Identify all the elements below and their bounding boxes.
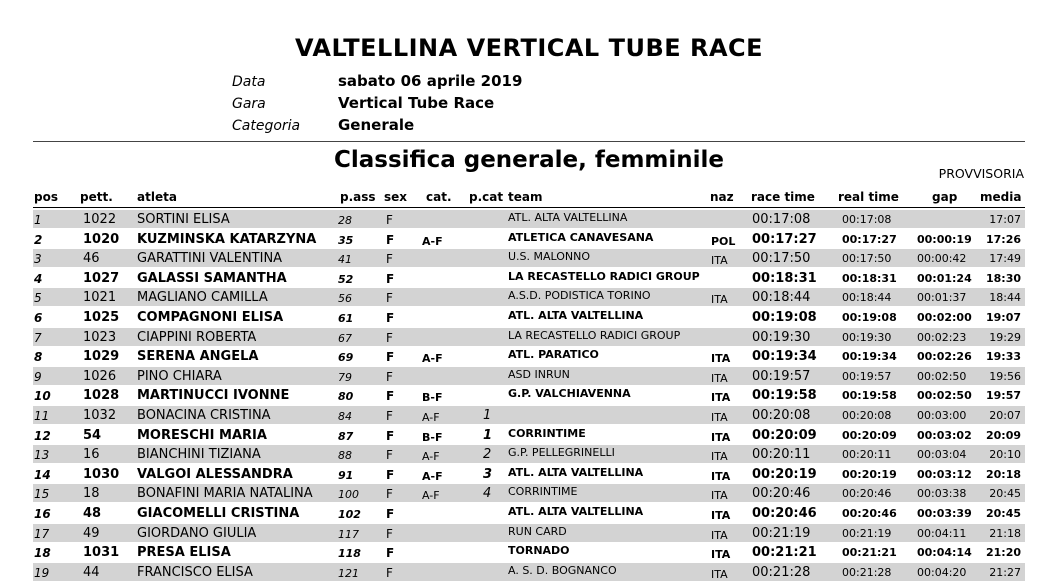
result-bib: 54 [83,427,102,443]
col-header-pcat: p.cat [469,190,504,204]
result-team: A. S. D. BOGNANCO [508,563,617,577]
result-athlete: BONACINA CRISTINA [137,407,271,423]
result-bib: 1023 [83,329,117,345]
result-team: A.S.D. PODISTICA TORINO [508,289,651,303]
result-sex: F [386,467,395,482]
result-real-time: 00:19:58 [842,389,897,403]
result-bib: 48 [83,505,102,521]
result-pos: 13 [34,448,50,463]
result-bib: 1020 [83,231,120,247]
result-real-time: 00:20:46 [842,506,897,520]
result-athlete: GIORDANO GIULIA [137,525,257,541]
col-header-athlete: atleta [137,190,177,204]
result-athlete: KUZMINSKA KATARZYNA [137,231,317,247]
table-row [0,385,1058,405]
result-athlete: CIAPPINI ROBERTA [137,329,257,345]
result-pos: 5 [34,291,42,306]
result-real-time: 00:18:31 [842,271,897,285]
result-bib: 1027 [83,270,120,286]
result-media: 21:18 [989,526,1021,540]
result-real-time: 00:20:19 [842,467,897,481]
result-race-time: 00:21:19 [752,525,811,541]
result-gap: 00:02:50 [917,369,967,383]
result-pass: 35 [338,233,354,247]
result-team: G.P. VALCHIAVENNA [508,387,631,401]
result-team: ATL. ALTA VALTELLINA [508,308,644,322]
result-real-time: 00:19:08 [842,310,897,324]
result-pcat: 3 [483,466,493,482]
result-gap: 00:03:02 [917,428,972,442]
result-sex: F [386,448,393,463]
result-bib: 46 [83,251,100,267]
result-cat: A-F [422,489,440,503]
result-real-time: 00:19:30 [842,330,892,344]
table-row [0,229,1058,249]
result-pass: 67 [338,331,352,345]
result-media: 20:18 [985,467,1021,481]
result-bib: 1031 [83,545,120,561]
result-bib: 18 [83,486,100,502]
col-header-sex: sex [384,190,408,204]
result-pcat: 1 [483,407,492,423]
result-gap: 00:04:14 [917,546,972,560]
table-row [0,464,1058,484]
result-pcat: 1 [483,427,493,443]
result-naz: ITA [711,450,728,464]
result-real-time: 00:20:11 [842,448,892,462]
result-race-time: 00:18:31 [752,270,817,286]
result-sex: F [386,487,393,502]
result-sex: F [386,232,395,247]
result-gap: 00:00:42 [917,252,967,266]
table-row [0,425,1058,445]
result-pass: 79 [338,370,352,384]
result-media: 20:09 [985,428,1021,442]
table-row [0,287,1058,307]
result-media: 17:07 [989,213,1021,226]
result-sex: F [386,350,395,365]
result-media: 19:07 [985,310,1021,324]
result-pass: 91 [338,468,354,482]
result-race-time: 00:19:30 [752,329,811,345]
meta-label-gara: Gara [232,96,266,112]
meta-value-data: sabato 06 aprile 2019 [338,72,523,90]
table-row [0,405,1058,425]
table-row [0,366,1058,386]
result-naz: ITA [711,528,728,542]
result-real-time: 00:19:57 [842,369,892,383]
result-race-time: 00:20:19 [752,466,817,482]
result-media: 21:27 [989,565,1021,579]
result-race-time: 00:17:27 [752,231,817,247]
table-row [0,523,1058,543]
result-pos: 11 [34,408,50,423]
result-pass: 41 [338,253,352,267]
result-athlete: BIANCHINI TIZIANA [137,447,261,463]
result-gap: 00:03:38 [917,487,967,501]
result-race-time: 00:20:46 [752,505,817,521]
result-real-time: 00:21:28 [842,565,892,579]
result-media: 17:26 [985,232,1021,246]
result-athlete: COMPAGNONI ELISA [137,309,284,325]
header-divider [33,141,1025,142]
result-naz: ITA [711,489,728,503]
result-sex: F [386,428,395,443]
column-header-underline [33,207,1025,208]
result-cat: A-F [422,410,440,424]
result-gap: 00:01:24 [917,271,972,285]
col-header-naz: naz [710,190,734,204]
result-athlete: GIACOMELLI CRISTINA [137,505,300,521]
result-athlete: PRESA ELISA [137,545,231,561]
result-race-time: 00:17:50 [752,251,811,267]
result-media: 20:07 [989,408,1021,422]
result-team: ATL. ALTA VALTELLINA [508,465,644,479]
col-header-gap: gap [932,190,958,204]
result-real-time: 00:20:09 [842,428,897,442]
result-bib: 49 [83,525,100,541]
result-athlete: SERENA ANGELA [137,349,259,365]
result-media: 19:33 [985,350,1021,364]
status-label: PROVVISORIA [938,166,1024,181]
col-header-pos: pos [34,190,58,204]
result-race-time: 00:20:11 [752,447,811,463]
table-row [0,444,1058,464]
result-pos: 19 [34,565,50,580]
result-team: LA RECASTELLO RADICI GROUP [508,269,700,283]
result-naz: POL [711,234,736,248]
result-pass: 87 [338,429,354,443]
result-cat: A-F [422,450,440,464]
result-real-time: 00:20:46 [842,487,892,501]
result-race-time: 00:19:57 [752,368,811,384]
result-team: ASD INRUN [508,367,570,381]
result-cat: A-F [422,234,443,248]
result-naz: ITA [711,567,728,581]
result-pass: 84 [338,409,352,423]
result-pos: 2 [34,232,43,247]
result-sex: F [386,271,395,286]
result-naz: ITA [711,430,731,444]
table-row [0,542,1058,562]
table-row [0,209,1058,229]
result-pos: 18 [34,546,51,561]
result-sex: F [386,526,393,541]
result-real-time: 00:17:27 [842,232,897,246]
result-athlete: MAGLIANO CAMILLA [137,290,268,306]
col-header-team: team [508,190,543,204]
result-bib: 44 [83,564,100,580]
page-title: VALTELLINA VERTICAL TUBE RACE [294,34,764,62]
col-header-bib: pett. [80,190,113,204]
result-athlete: VALGOI ALESSANDRA [137,466,293,482]
result-pos: 1 [34,213,42,227]
results-table [0,209,1058,581]
result-athlete: PINO CHIARA [137,368,222,384]
result-race-time: 00:17:08 [752,212,811,227]
result-pos: 7 [34,330,42,345]
result-cat: A-F [422,469,443,483]
result-bib: 1028 [83,388,120,404]
result-race-time: 00:21:21 [752,545,817,561]
result-race-time: 00:18:44 [752,290,811,306]
result-media: 20:10 [989,448,1021,462]
result-athlete: MARTINUCCI IVONNE [137,388,290,404]
result-media: 20:45 [985,506,1021,520]
result-sex: F [386,330,393,345]
result-naz: ITA [711,293,728,307]
result-sex: F [386,213,393,227]
result-team: ATL. ALTA VALTELLINA [508,211,628,224]
result-pos: 6 [34,310,43,325]
result-pass: 100 [338,488,359,502]
result-real-time: 00:20:08 [842,408,892,422]
result-pass: 118 [338,547,361,561]
result-team: CORRINTIME [508,426,586,440]
result-race-time: 00:19:34 [752,349,817,365]
result-bib: 16 [83,447,100,463]
result-gap: 00:01:37 [917,291,967,305]
result-naz: ITA [711,548,731,562]
meta-label-categoria: Categoria [232,118,301,134]
result-cat: A-F [422,352,443,366]
result-pos: 16 [34,506,51,521]
result-athlete: GALASSI SAMANTHA [137,270,287,286]
table-row [0,327,1058,347]
classification-title: Classifica generale, femminile [333,147,725,173]
result-naz: ITA [711,391,731,405]
result-real-time: 00:21:19 [842,526,892,540]
result-media: 19:29 [989,330,1021,344]
result-sex: F [386,310,395,325]
result-sex: F [386,291,393,306]
result-gap: 00:03:39 [917,506,972,520]
result-pos: 15 [34,487,50,502]
result-team: TORNADO [508,544,570,558]
result-team: ATLETICA CANAVESANA [508,230,654,244]
result-gap: 00:02:50 [917,389,972,403]
meta-label-data: Data [232,74,266,90]
result-team: U.S. MALONNO [508,250,591,264]
result-naz: ITA [711,508,731,522]
col-header-real-time: real time [838,190,899,204]
result-media: 19:57 [985,389,1021,403]
result-pass: 117 [338,527,359,541]
result-race-time: 00:20:09 [752,427,817,443]
result-sex: F [386,565,393,580]
result-pos: 12 [34,428,51,443]
result-race-time: 00:19:58 [752,388,817,404]
result-pos: 10 [34,389,51,404]
result-media: 19:56 [989,369,1021,383]
table-row [0,307,1058,327]
result-bib: 1030 [83,466,120,482]
result-bib: 1026 [83,368,117,384]
result-sex: F [386,252,393,267]
table-row [0,503,1058,523]
result-team: ATL. ALTA VALTELLINA [508,504,644,518]
result-pass: 52 [338,272,354,286]
result-pos: 8 [34,350,43,365]
result-sex: F [386,506,395,521]
result-pass: 61 [338,311,354,325]
result-real-time: 00:19:34 [842,350,897,364]
result-pos: 4 [34,271,43,286]
result-gap: 00:02:26 [917,350,972,364]
result-athlete: FRANCISCO ELISA [137,564,253,580]
result-athlete: BONAFINI MARIA NATALINA [137,486,313,502]
table-row [0,562,1058,581]
result-sex: F [386,408,393,423]
result-pos: 17 [34,526,50,541]
result-team: RUN CARD [508,524,567,538]
result-pos: 9 [34,369,42,384]
result-pass: 80 [338,390,354,404]
table-row [0,248,1058,268]
result-race-time: 00:19:08 [752,309,817,325]
result-naz: ITA [711,469,731,483]
result-athlete: SORTINI ELISA [137,212,230,227]
result-sex: F [386,546,395,561]
result-media: 18:30 [985,271,1021,285]
result-athlete: MORESCHI MARIA [137,427,267,443]
result-gap: 00:02:23 [917,330,967,344]
result-team: LA RECASTELLO RADICI GROUP [508,328,681,342]
result-pcat: 4 [483,486,492,502]
result-naz: ITA [711,410,728,424]
col-header-media: media [980,190,1022,204]
result-pos: 14 [34,467,51,482]
col-header-pass: p.ass [340,190,376,204]
result-race-time: 00:20:46 [752,486,811,502]
result-gap: 00:00:19 [917,232,972,246]
result-media: 17:49 [989,252,1021,266]
meta-value-gara: Vertical Tube Race [338,94,495,112]
result-naz: ITA [711,352,731,366]
result-race-time: 00:20:08 [752,407,811,423]
result-bib: 1032 [83,407,117,423]
result-real-time: 00:17:50 [842,252,892,266]
result-naz: ITA [711,371,728,385]
table-row [0,483,1058,503]
result-cat: B-F [422,391,443,405]
result-media: 20:45 [989,487,1021,501]
result-naz: ITA [711,254,728,268]
table-row [0,268,1058,288]
result-pass: 28 [338,214,352,227]
result-media: 21:20 [985,546,1021,560]
result-pass: 121 [338,566,359,580]
result-gap: 00:03:12 [917,467,972,481]
result-pass: 102 [338,507,361,521]
result-gap: 00:02:00 [917,310,972,324]
result-sex: F [386,369,393,384]
result-team: G.P. PELLEGRINELLI [508,446,615,460]
meta-value-categoria: Generale [338,116,415,134]
result-bib: 1029 [83,349,120,365]
result-gap: 00:04:20 [917,565,967,579]
result-pos: 3 [34,252,42,267]
result-sex: F [386,389,395,404]
result-cat: B-F [422,430,443,444]
result-media: 18:44 [989,291,1021,305]
col-header-cat: cat. [426,190,452,204]
result-pass: 69 [338,351,354,365]
result-team: CORRINTIME [508,485,578,499]
table-row [0,346,1058,366]
result-gap: 00:03:04 [917,448,967,462]
result-real-time: 00:17:08 [842,213,892,226]
result-bib: 1022 [83,212,117,227]
result-pass: 88 [338,449,352,463]
result-race-time: 00:21:28 [752,564,811,580]
result-gap: 00:03:00 [917,408,967,422]
result-team: ATL. PARATICO [508,348,599,362]
col-header-race-time: race time [751,190,815,204]
result-athlete: GARATTINI VALENTINA [137,251,283,267]
result-pcat: 2 [483,447,492,463]
result-bib: 1021 [83,290,117,306]
result-gap: 00:04:11 [917,526,967,540]
result-real-time: 00:18:44 [842,291,892,305]
result-real-time: 00:21:21 [842,546,897,560]
result-pass: 56 [338,292,352,306]
result-bib: 1025 [83,309,120,325]
